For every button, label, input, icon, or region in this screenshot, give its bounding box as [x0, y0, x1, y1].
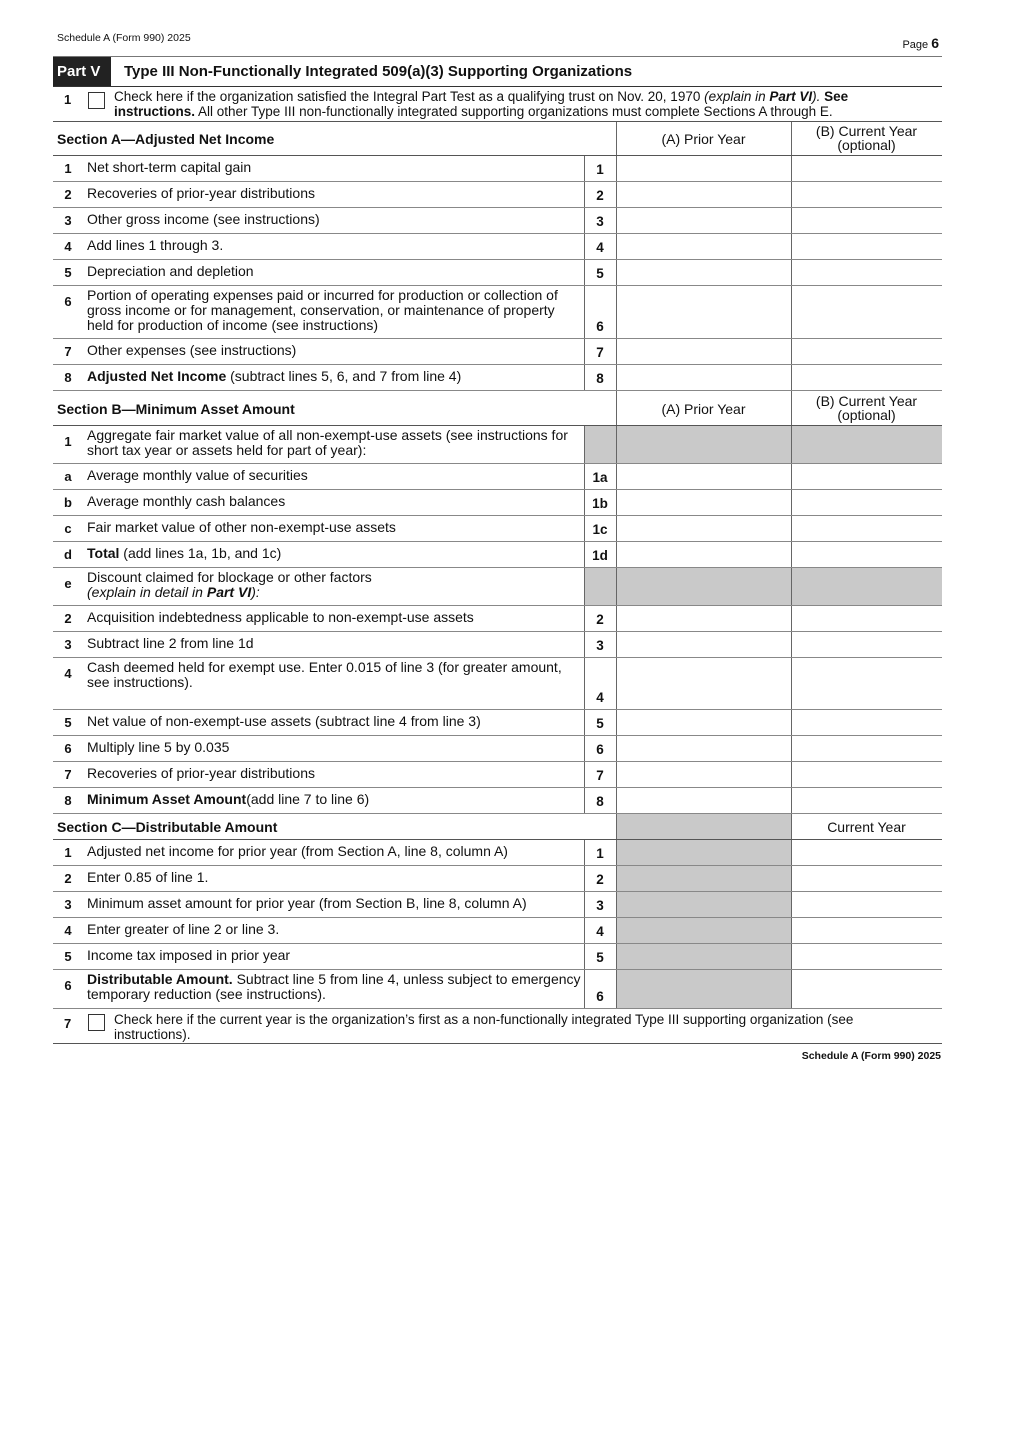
line-ref: 1	[596, 846, 604, 861]
line-number: 5	[64, 949, 72, 964]
amount-field-col-a[interactable]	[617, 156, 791, 181]
line-number: 5	[64, 265, 72, 280]
line-number: 6	[64, 741, 72, 756]
line-number: 6	[64, 294, 72, 309]
amount-field-col-b[interactable]	[792, 606, 942, 631]
line-number: 3	[64, 637, 72, 652]
line-description: Discount claimed for blockage or other factors (explain in detail in Part VI):	[87, 569, 372, 600]
col-current-year-header: Current Year	[827, 819, 906, 835]
section-a-line-1	[53, 156, 942, 182]
line-ref: 1d	[592, 548, 608, 563]
line-description: Other expenses (see instructions)	[87, 342, 297, 358]
line-ref: 6	[596, 742, 604, 757]
line-number: c	[64, 521, 72, 536]
col-b-header: (B) Current Year (optional)	[815, 123, 918, 153]
amount-field-col-a[interactable]	[617, 632, 791, 657]
amount-field-col-b[interactable]	[792, 866, 942, 891]
line-ref: 1a	[592, 470, 608, 485]
form-name: Schedule A (Form 990) 2025	[57, 32, 191, 44]
line-7-first-year: 7 Check here if the current year is the organization’s first as a non-functionally integrated Type III supporting organization (see instructions).	[53, 1009, 942, 1044]
line-number: 7	[64, 767, 72, 782]
line-7-text: Check here if the current year is the organization’s first as a non-functionally integrated Type III supporting organization (see instructions).	[114, 1012, 854, 1042]
line-1-integral-part-test: 1 Check here if the organization satisfied the Integral Part Test as a qualifying trust on Nov. 20, 1970 (explain in Part VI). See instructions. All other Type III non-functionally integrated supporting organizations must complete Sections A through E.	[53, 87, 942, 122]
line-ref: 5	[596, 950, 604, 965]
amount-field-col-b[interactable]	[792, 918, 942, 943]
amount-field-col-a[interactable]	[617, 234, 791, 259]
line-number: 1	[64, 845, 72, 860]
amount-field-col-b[interactable]	[792, 632, 942, 657]
line-description: Distributable Amount. Subtract line 5 from line 4, unless subject to emergency temporary reduction (see instructions).	[87, 971, 581, 1002]
section-a-rows	[53, 156, 942, 391]
line-ref: 3	[596, 898, 604, 913]
line-description: Average monthly value of securities	[87, 467, 308, 483]
line-description: Other gross income (see instructions)	[87, 211, 320, 227]
amount-field-col-b[interactable]	[792, 658, 942, 709]
amount-field-col-b[interactable]	[792, 736, 942, 761]
amount-field-col-b[interactable]	[792, 208, 942, 233]
section-b-title: Section B—Minimum Asset Amount	[57, 401, 295, 417]
line-ref: 4	[596, 240, 604, 255]
line-description: Adjusted Net Income (subtract lines 5, 6, and 7 from line 4)	[87, 368, 462, 384]
line-description: Depreciation and depletion	[87, 263, 254, 279]
amount-field-col-b[interactable]	[792, 944, 942, 969]
amount-field-col-a[interactable]	[617, 736, 791, 761]
amount-field-col-b[interactable]	[792, 516, 942, 541]
line-description: Income tax imposed in prior year	[87, 947, 291, 963]
amount-field-col-a[interactable]	[617, 762, 791, 787]
line-number: 1	[64, 161, 72, 176]
line-number: 8	[64, 370, 72, 385]
section-a-line-2	[53, 182, 942, 208]
amount-field-col-b[interactable]	[792, 710, 942, 735]
amount-field-col-a[interactable]	[617, 490, 791, 515]
section-b-line-5	[53, 710, 942, 736]
section-b-line-7	[53, 762, 942, 788]
integral-part-test-checkbox[interactable]	[88, 92, 105, 109]
line-number: 3	[64, 897, 72, 912]
section-a-line-8	[53, 365, 942, 391]
section-b-line-6	[53, 736, 942, 762]
amount-field-col-a[interactable]	[617, 182, 791, 207]
amount-field-col-a[interactable]	[617, 286, 791, 338]
line-description: Enter 0.85 of line 1.	[87, 869, 209, 885]
section-b-line-4	[53, 658, 942, 710]
line-ref: 7	[596, 768, 604, 783]
line-ref: 4	[596, 690, 604, 705]
amount-field-col-b[interactable]	[792, 339, 942, 364]
line-description: Multiply line 5 by 0.035	[87, 739, 230, 755]
line-number: b	[64, 495, 72, 510]
col-b-header: (B) Current Year (optional)	[815, 393, 918, 423]
line-number: a	[64, 469, 72, 484]
amount-field-col-a[interactable]	[617, 788, 791, 813]
line-ref: 6	[596, 319, 604, 334]
line-number: 2	[64, 871, 72, 886]
line-ref: 8	[596, 371, 604, 386]
amount-field-col-b[interactable]	[792, 464, 942, 489]
line-number: 4	[64, 666, 72, 681]
amount-field-col-a[interactable]	[617, 516, 791, 541]
line-ref: 3	[596, 638, 604, 653]
section-c-header	[53, 814, 942, 840]
section-b-line-1a	[53, 464, 942, 490]
section-c-line-2	[53, 866, 942, 892]
section-b-line-1c	[53, 516, 942, 542]
amount-field-col-b[interactable]	[792, 234, 942, 259]
amount-field-col-b[interactable]	[792, 182, 942, 207]
line-ref: 1b	[592, 496, 608, 511]
section-b-rows	[53, 426, 942, 814]
line-description: Fair market value of other non-exempt-use assets	[87, 519, 396, 535]
section-a-line-3	[53, 208, 942, 234]
section-a-header	[53, 122, 942, 156]
section-a-title: Section A—Adjusted Net Income	[57, 131, 275, 147]
section-a-line-7	[53, 339, 942, 365]
amount-field-col-a[interactable]	[617, 208, 791, 233]
line-description: Portion of operating expenses paid or incurred for production or collection of gross income or for management, conservation, or maintenance of property held for production of income (see instructions)	[87, 287, 558, 333]
line-1-text: Check here if the organization satisfied the Integral Part Test as a qualifying trust on Nov. 20, 1970 (explain in Part VI). See instructions. All other Type III non-functionally integrated supporting organizations must complete Sections A through E.	[114, 89, 849, 119]
amount-field-col-b[interactable]	[792, 156, 942, 181]
line-description: Aggregate fair market value of all non-exempt-use assets (see instructions for short tax year or assets held for part of year):	[87, 427, 568, 458]
section-a-line-5	[53, 260, 942, 286]
section-c-line-3	[53, 892, 942, 918]
col-a-header: (A) Prior Year	[661, 131, 746, 147]
line-number: 4	[64, 923, 72, 938]
line-ref: 1	[596, 162, 604, 177]
line-description: Recoveries of prior-year distributions	[87, 185, 315, 201]
amount-field-col-b[interactable]	[792, 365, 942, 390]
amount-field-col-a[interactable]	[617, 658, 791, 709]
page-indicator: Page 6	[902, 35, 939, 51]
page-footer: Schedule A (Form 990) 2025	[801, 1050, 941, 1062]
section-a-line-6	[53, 286, 942, 339]
line-ref: 7	[596, 345, 604, 360]
line-description: Adjusted net income for prior year (from Section A, line 8, column A)	[87, 843, 508, 859]
line-number: e	[64, 576, 72, 591]
line-number: 3	[64, 213, 72, 228]
line-number: 8	[64, 793, 72, 808]
line-description: Add lines 1 through 3.	[87, 237, 224, 253]
first-year-checkbox[interactable]	[88, 1014, 105, 1031]
col-a-header: (A) Prior Year	[661, 401, 746, 417]
page-header	[53, 28, 942, 57]
amount-field-col-b[interactable]	[792, 542, 942, 567]
line-description: Net value of non-exempt-use assets (subtract line 4 from line 3)	[87, 713, 481, 729]
line-description: Subtract line 2 from line 1d	[87, 635, 254, 651]
amount-field-col-b[interactable]	[792, 762, 942, 787]
line-number: 7	[64, 344, 72, 359]
line-ref: 5	[596, 716, 604, 731]
section-c-line-4	[53, 918, 942, 944]
line-number: 5	[64, 715, 72, 730]
amount-field-col-a[interactable]	[617, 606, 791, 631]
amount-field-col-a[interactable]	[617, 464, 791, 489]
section-c-rows	[53, 840, 942, 1009]
line-number: d	[64, 547, 72, 562]
line-description: Acquisition indebtedness applicable to non-exempt-use assets	[87, 609, 474, 625]
line-number: 2	[64, 187, 72, 202]
section-b-line-2	[53, 606, 942, 632]
section-b-line-1	[53, 426, 942, 464]
line-ref: 3	[596, 214, 604, 229]
amount-field-col-a[interactable]	[617, 365, 791, 390]
amount-field-col-b[interactable]	[792, 260, 942, 285]
line-description: Net short-term capital gain	[87, 159, 252, 175]
line-ref: 2	[596, 188, 604, 203]
section-c-title: Section C—Distributable Amount	[57, 819, 278, 835]
section-c-line-1	[53, 840, 942, 866]
line-ref: 6	[596, 989, 604, 1004]
line-ref: 2	[596, 612, 604, 627]
section-c-line-6	[53, 970, 942, 1009]
amount-field-col-b[interactable]	[792, 970, 942, 1008]
line-description: Average monthly cash balances	[87, 493, 286, 509]
line-description: Recoveries of prior-year distributions	[87, 765, 315, 781]
line-ref: 4	[596, 924, 604, 939]
amount-field-col-b[interactable]	[792, 490, 942, 515]
line-number: 2	[64, 611, 72, 626]
amount-field-col-a[interactable]	[617, 339, 791, 364]
line-ref: 8	[596, 794, 604, 809]
section-c-line-5	[53, 944, 942, 970]
section-b-line-3	[53, 632, 942, 658]
amount-field-col-b[interactable]	[792, 892, 942, 917]
part-badge: Part V	[53, 57, 111, 86]
amount-field-col-b[interactable]	[792, 840, 942, 865]
section-a-line-4	[53, 234, 942, 260]
section-b-header	[53, 391, 942, 426]
part-title: Type III Non-Functionally Integrated 509(a)(3) Supporting Organizations	[124, 63, 633, 80]
line-description: Enter greater of line 2 or line 3.	[87, 921, 280, 937]
section-b-line-e	[53, 568, 942, 606]
section-b-line-1b	[53, 490, 942, 516]
line-description: Total (add lines 1a, 1b, and 1c)	[87, 545, 282, 561]
page-number: 6	[931, 35, 939, 51]
part-v-header	[53, 57, 942, 87]
line-description: Minimum asset amount for prior year (from Section B, line 8, column A)	[87, 895, 527, 911]
amount-field-col-a[interactable]	[617, 260, 791, 285]
section-b-line-1d	[53, 542, 942, 568]
line-number: 4	[64, 239, 72, 254]
amount-field-col-a[interactable]	[617, 542, 791, 567]
line-ref: 1c	[592, 522, 608, 537]
amount-field-col-b[interactable]	[792, 788, 942, 813]
amount-field-col-a[interactable]	[617, 710, 791, 735]
form-page	[53, 28, 942, 1062]
amount-field-col-b[interactable]	[792, 286, 942, 338]
line-description: Minimum Asset Amount(add line 7 to line 6)	[87, 791, 370, 807]
section-b-line-8	[53, 788, 942, 814]
line-number: 6	[64, 978, 72, 993]
line-number: 1	[64, 434, 72, 449]
line-ref: 5	[596, 266, 604, 281]
line-ref: 2	[596, 872, 604, 887]
line-description: Cash deemed held for exempt use. Enter 0.015 of line 3 (for greater amount, see instructions).	[87, 659, 562, 690]
